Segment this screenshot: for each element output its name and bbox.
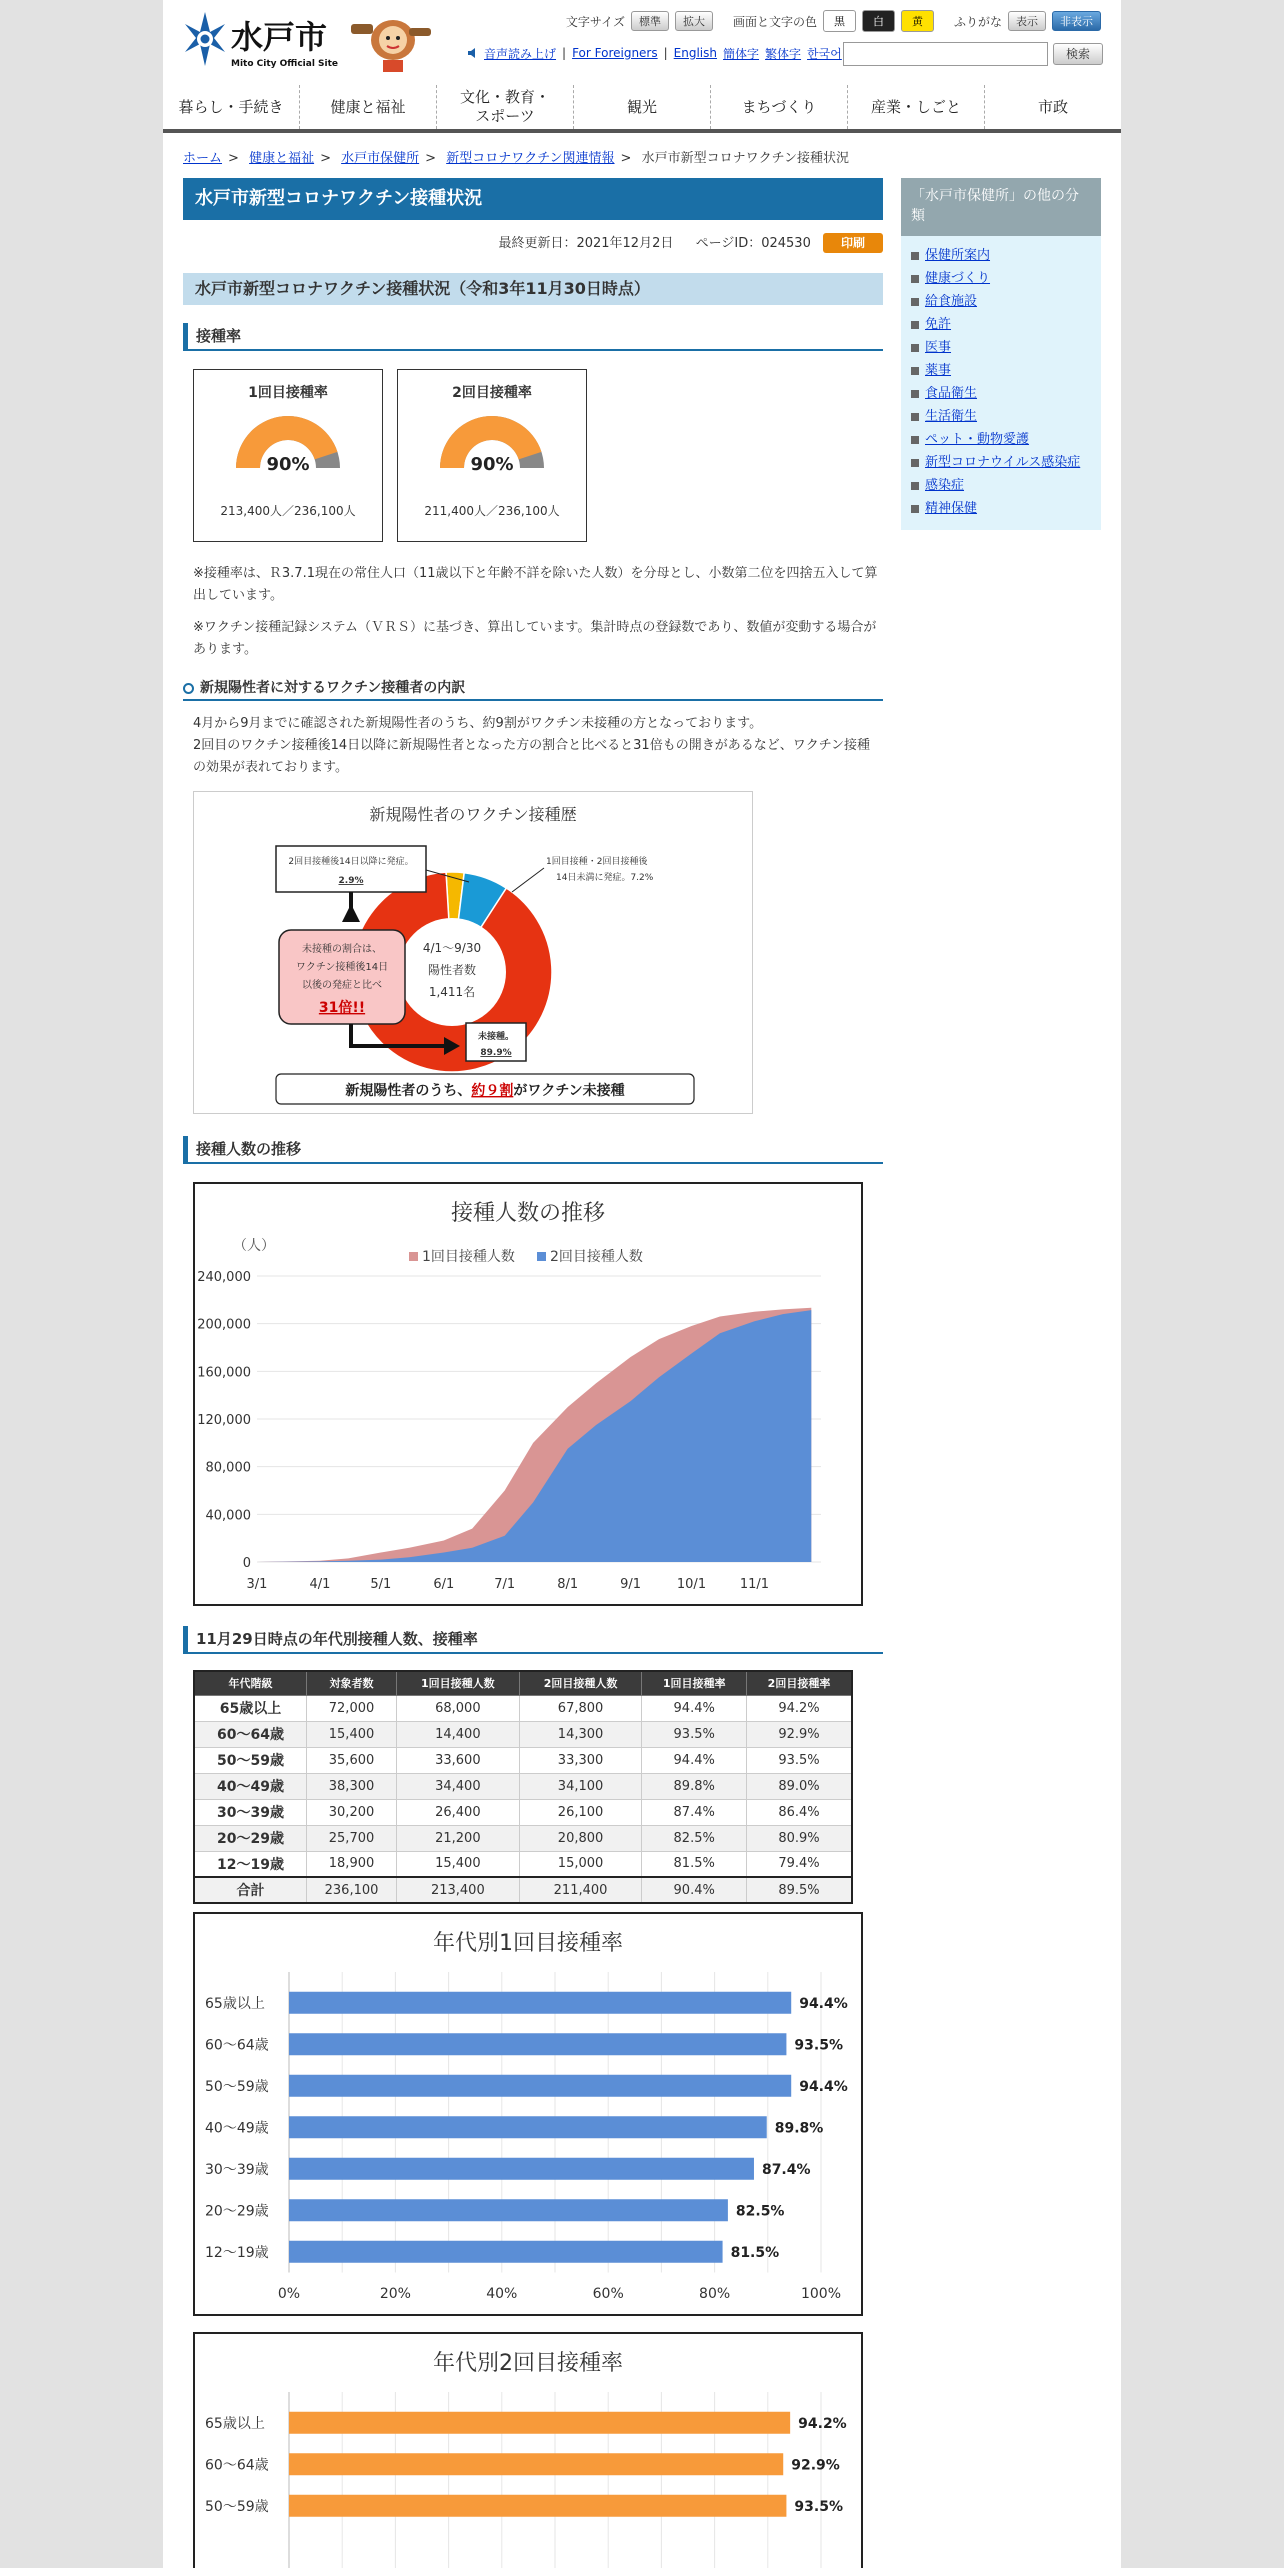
th-dose1: 1回目接種人数 <box>397 1671 520 1695</box>
gauge-1st-chart <box>228 408 348 478</box>
sidebar-item[interactable] <box>911 244 1091 267</box>
table-cell: 82.5% <box>642 1825 747 1851</box>
pink-box-3: 以後の発症と比べ <box>302 980 382 991</box>
bar-category-label: 60〜64歳 <box>205 2457 269 2474</box>
bar2-bars <box>205 2412 847 2517</box>
sidebar-item[interactable] <box>911 290 1091 313</box>
th-dose2: 2回目接種人数 <box>519 1671 642 1695</box>
bar <box>289 2495 786 2517</box>
nav-item-tourism[interactable]: 観光 <box>574 85 711 129</box>
bar-category-label: 50〜59歳 <box>205 2498 269 2515</box>
bar-chart-2-title: 年代別2回目接種率 <box>433 2351 623 2376</box>
square-bullet-icon <box>911 344 919 352</box>
color-yellow-button[interactable]: 黄 <box>901 10 934 32</box>
table-cell: 236,100 <box>307 1877 397 1903</box>
table-cell: 68,000 <box>397 1695 520 1721</box>
square-bullet-icon <box>911 298 919 306</box>
bar <box>289 2453 783 2475</box>
site-logo[interactable] <box>183 10 443 74</box>
pink-box-2: ワクチン接種後14日 <box>295 962 389 973</box>
table-cell: 72,000 <box>307 1695 397 1721</box>
table-cell-age: 12〜19歳 <box>194 1851 307 1877</box>
mascot-icon <box>351 20 431 72</box>
unvacc-label-1: 未接種。 <box>477 1032 515 1042</box>
bar <box>289 2116 767 2138</box>
bar-category-label: 60〜64歳 <box>205 2037 269 2054</box>
bar-category-label: 20〜29歳 <box>205 2203 269 2220</box>
table-cell: 89.8% <box>642 1773 747 1799</box>
bar-value-label: 93.5% <box>794 2498 843 2515</box>
ring-bullet-icon <box>183 683 194 694</box>
section-title: 水戸市新型コロナワクチン接種状況（令和3年11月30日時点） <box>183 273 883 305</box>
table-cell: 94.4% <box>642 1747 747 1773</box>
site-name: 水戸市 <box>231 18 328 56</box>
bar-category-label: 65歳以上 <box>205 1995 265 2012</box>
square-bullet-icon <box>911 252 919 260</box>
table-cell: 30,200 <box>307 1799 397 1825</box>
color-label: 画面と文字の色 <box>732 14 817 29</box>
print-button[interactable]: 印刷 <box>823 233 883 253</box>
trend-chart-ylabel: （人） <box>233 1238 275 1254</box>
sidebar-item-label[interactable]: 新型コロナウイルス感染症 <box>925 455 1081 470</box>
accessibility-tools <box>566 10 1101 32</box>
trend-chart <box>193 1182 863 1606</box>
breakdown-heading <box>183 677 883 701</box>
bar-value-label: 89.8% <box>774 2120 824 2137</box>
donut-center-2: 陽性者数 <box>427 963 477 977</box>
bar-category-label: 50〜59歳 <box>205 2078 269 2095</box>
th-rate1: 1回目接種率 <box>642 1671 747 1695</box>
bar-category-label: 65歳以上 <box>205 2415 265 2432</box>
donut-bottom-b: 約９割 <box>471 1083 514 1099</box>
last-updated: 最終更新日：2021年12月2日 <box>498 236 674 251</box>
donut-bottom-a: 新規陽性者のうち、 <box>345 1083 472 1099</box>
trend-series-2 <box>257 1310 811 1562</box>
gauge-1st-title: 1回目接種率 <box>248 385 328 401</box>
trend-y-tick: 240,000 <box>197 1270 251 1285</box>
bar-value-label: 93.5% <box>794 2037 843 2054</box>
bar <box>289 1992 791 2014</box>
table-cell: 26,100 <box>519 1799 642 1825</box>
page-title: 水戸市新型コロナワクチン接種状況 <box>183 178 883 220</box>
for-foreigners-link[interactable]: For Foreigners <box>572 46 658 60</box>
bar-chart-2 <box>193 2332 863 2568</box>
table-cell: 18,900 <box>307 1851 397 1877</box>
lang-korean-link[interactable]: 한국어 <box>807 46 842 61</box>
bar-chart-1-title: 年代別1回目接種率 <box>433 1931 623 1956</box>
breadcrumb: ホーム > 健康と福祉 > 水戸市保健所 > 新型コロナワクチン関連情報 > 水戸市新型コロナワクチン接種状況 <box>183 151 849 166</box>
table-cell: 15,400 <box>397 1851 520 1877</box>
font-standard-button[interactable]: 標準 <box>631 11 669 31</box>
table-cell: 14,400 <box>397 1721 520 1747</box>
table-header-row <box>194 1671 852 1695</box>
square-bullet-icon <box>911 505 919 513</box>
page-id: ページID：024530 <box>695 236 811 251</box>
voice-reading-link[interactable]: 音声読み上げ <box>484 46 557 61</box>
trend-x-tick: 8/1 <box>557 1577 579 1592</box>
bar-value-label: 82.5% <box>735 2203 785 2220</box>
table-row <box>194 1851 852 1877</box>
sidebar <box>901 178 1101 530</box>
sidebar-item[interactable] <box>911 359 1091 382</box>
bar-chart-1-svg <box>195 1914 861 2314</box>
table-cell: 93.5% <box>642 1721 747 1747</box>
table-cell: 80.9% <box>747 1825 853 1851</box>
nav-item-health[interactable]: 健康と福祉 <box>300 85 437 129</box>
search-input[interactable] <box>843 42 1048 66</box>
lang-english-link[interactable]: English <box>673 46 718 60</box>
table-cell: 93.5% <box>747 1747 853 1773</box>
age-table <box>193 1670 853 1904</box>
page <box>163 0 1121 2568</box>
breadcrumb-vaccine-info[interactable]: 新型コロナワクチン関連情報 <box>446 151 615 166</box>
square-bullet-icon <box>911 367 919 375</box>
trend-legend <box>409 1248 643 1265</box>
age-table-area <box>183 1654 883 1912</box>
sidebar-item-label[interactable]: 食品衛生 <box>925 386 978 401</box>
breadcrumb-health-center[interactable]: 水戸市保健所 <box>341 151 420 166</box>
table-row <box>194 1799 852 1825</box>
table-cell: 38,300 <box>307 1773 397 1799</box>
table-cell: 21,200 <box>397 1825 520 1851</box>
bar <box>289 2033 786 2055</box>
site-name-en: Mito City Official Site <box>231 59 339 69</box>
gauge-1st-value: 90% <box>266 454 310 475</box>
trend-legend-swatch <box>409 1252 418 1261</box>
table-cell: 87.4% <box>642 1799 747 1825</box>
table-cell: 89.5% <box>747 1877 853 1903</box>
table-cell-age: 合計 <box>194 1877 307 1903</box>
bar-chart-1 <box>193 1912 863 2316</box>
lang-zh-simplified-link[interactable]: 簡体字 <box>723 46 760 61</box>
donut-infographic <box>193 791 753 1114</box>
table-cell: 94.2% <box>747 1695 853 1721</box>
th-age: 年代階級 <box>194 1671 307 1695</box>
pink-box-1: 未接種の割合は、 <box>302 944 382 955</box>
donut-title: 新規陽性者のワクチン接種歴 <box>369 805 577 824</box>
sidebar-item[interactable] <box>911 382 1091 405</box>
trend-x-tick: 5/1 <box>370 1577 392 1592</box>
main-content <box>183 178 883 2532</box>
trend-y-tick: 160,000 <box>197 1365 251 1381</box>
table-cell: 20,800 <box>519 1825 642 1851</box>
breadcrumb-home[interactable]: ホーム <box>183 151 223 166</box>
table-cell-age: 30〜39歳 <box>194 1799 307 1825</box>
callout-2nd-2: 2.9% <box>338 876 364 886</box>
table-row <box>194 1877 852 1903</box>
color-white-button[interactable]: 黒 <box>823 10 856 32</box>
table-cell-age: 50〜59歳 <box>194 1747 307 1773</box>
trend-y-tick: 80,000 <box>205 1460 251 1476</box>
note-vrs: ※ワクチン接種記録システム（ＶＲＳ）に基づき、算出しています。集計時点の登録数であり、数値が変動する場合があります。 <box>193 620 877 657</box>
bar-x-tick: 60% <box>592 2286 624 2302</box>
note-rate: ※接種率は、Ｒ3.7.1現在の常住人口（11歳以下と年齢不詳を除いた人数）を分母とし、小数第二位を四捨五入して算出しています。 <box>193 566 878 603</box>
breakdown-heading-text: 新規陽性者に対するワクチン接種者の内訳 <box>200 680 466 696</box>
donut-area <box>183 791 883 1136</box>
donut-center-3: 1,411名 <box>428 985 476 999</box>
bar-x-tick: 40% <box>486 2286 518 2302</box>
table-cell: 67,800 <box>519 1695 642 1721</box>
donut-bottom-c: がワクチン未接種 <box>513 1083 625 1099</box>
table-cell: 25,700 <box>307 1825 397 1851</box>
gauge-1st-count: 213,400人／236,100人 <box>220 504 356 518</box>
sidebar-item[interactable] <box>911 267 1091 290</box>
nav-item-living[interactable]: 暮らし・手続き <box>163 85 300 129</box>
trend-x-tick: 6/1 <box>433 1577 455 1592</box>
bar-x-tick: 100% <box>800 2286 842 2302</box>
bar <box>289 2241 723 2263</box>
gauge-1st <box>193 369 383 542</box>
sidebar-item[interactable] <box>911 451 1091 474</box>
gauge-2nd-title: 2回目接種率 <box>452 385 532 401</box>
square-bullet-icon <box>911 390 919 398</box>
bar-value-label: 81.5% <box>730 2244 780 2261</box>
lang-zh-traditional-link[interactable]: 繁体字 <box>765 46 802 61</box>
bar-x-tick: 0% <box>277 2286 301 2302</box>
unvacc-label-2: 89.9% <box>480 1048 512 1058</box>
square-bullet-icon <box>911 413 919 421</box>
bar <box>289 2075 791 2097</box>
pink-box-4: 31倍!! <box>318 1000 366 1016</box>
callout-2nd-1: 2回目接種後14日以降に発症。 <box>288 857 414 867</box>
trend-y-tick: 0 <box>242 1556 251 1571</box>
table-row <box>194 1825 852 1851</box>
trend-heading: 接種人数の推移 <box>183 1136 883 1164</box>
trend-x-tick: 9/1 <box>620 1577 642 1592</box>
breadcrumb-health[interactable]: 健康と福祉 <box>249 151 315 166</box>
square-bullet-icon <box>911 436 919 444</box>
donut-bottom-message <box>345 1082 624 1099</box>
trend-legend-label: 1回目接種人数 <box>422 1249 515 1265</box>
bar <box>289 2199 728 2221</box>
breakdown-text-2: 2回目のワクチン接種後14日以降に新規陽性者となった方の割合と比べると31倍もの開きがあるなど、ワクチン接種の効果が表れております。 <box>193 738 871 775</box>
furigana-show-button[interactable]: 表示 <box>1008 11 1046 31</box>
site-header <box>163 0 1121 85</box>
trend-y-tick: 200,000 <box>197 1317 251 1333</box>
nav-item-industry[interactable]: 産業・しごと <box>848 85 985 129</box>
table-cell-age: 40〜49歳 <box>194 1773 307 1799</box>
square-bullet-icon <box>911 459 919 467</box>
font-large-button[interactable]: 拡大 <box>675 11 713 31</box>
table-cell: 81.5% <box>642 1851 747 1877</box>
rate-heading: 接種率 <box>183 323 883 351</box>
table-cell: 92.9% <box>747 1721 853 1747</box>
trend-x-ticks <box>247 1577 770 1592</box>
trend-chart-svg <box>195 1184 861 1604</box>
table-cell-age: 20〜29歳 <box>194 1825 307 1851</box>
bar-category-label: 40〜49歳 <box>205 2120 269 2137</box>
table-cell: 15,400 <box>307 1721 397 1747</box>
bar-value-label: 94.4% <box>799 2078 848 2095</box>
sidebar-item-label[interactable]: 給食施設 <box>925 294 978 309</box>
square-bullet-icon <box>911 482 919 490</box>
sidebar-item-label[interactable]: 精神保健 <box>925 501 978 516</box>
sidebar-item-label[interactable]: 生活衛生 <box>925 409 978 424</box>
color-black-button[interactable]: 白 <box>862 10 895 32</box>
donut-center-1: 4/1〜9/30 <box>422 941 482 955</box>
sidebar-item-label[interactable]: 感染症 <box>925 478 965 493</box>
bar1-x-ticks <box>278 2286 841 2302</box>
square-bullet-icon <box>911 275 919 283</box>
sidebar-item[interactable] <box>911 405 1091 428</box>
trend-y-tick: 120,000 <box>197 1413 251 1428</box>
furigana-label: ふりがな <box>953 14 1002 29</box>
gauge-2nd-chart <box>432 408 552 478</box>
breadcrumb-current: 水戸市新型コロナワクチン接種状況 <box>641 151 849 166</box>
trend-x-tick: 10/1 <box>676 1577 707 1592</box>
table-cell-age: 65歳以上 <box>194 1695 307 1721</box>
sidebar-list <box>901 236 1101 530</box>
table-cell: 26,400 <box>397 1799 520 1825</box>
trend-y-ticks <box>197 1270 251 1571</box>
furigana-hide-button[interactable]: 非表示 <box>1052 11 1101 31</box>
donut-svg <box>194 792 752 1113</box>
gauge-2nd-value: 90% <box>470 454 514 475</box>
sidebar-item[interactable] <box>911 474 1091 497</box>
trend-y-tick: 40,000 <box>205 1508 251 1524</box>
table-cell: 86.4% <box>747 1799 853 1825</box>
square-bullet-icon <box>911 321 919 329</box>
table-row <box>194 1695 852 1721</box>
sidebar-item-label[interactable]: 医事 <box>925 340 952 355</box>
bar-value-label: 87.4% <box>761 2161 811 2178</box>
gauge-2nd <box>397 369 587 542</box>
callout-1st-2: 14日未満に発症。7.2% <box>556 873 654 883</box>
table-row <box>194 1747 852 1773</box>
sidebar-item-label[interactable]: ペット・動物愛護 <box>925 432 1030 447</box>
table-cell: 15,000 <box>519 1851 642 1877</box>
bar-chart-2-svg <box>195 2334 861 2568</box>
gauge-area <box>183 351 883 551</box>
table-cell: 89.0% <box>747 1773 853 1799</box>
table-cell: 211,400 <box>519 1877 642 1903</box>
search-button[interactable]: 検索 <box>1053 43 1103 65</box>
bar-category-label: 30〜39歳 <box>205 2161 269 2178</box>
table-cell: 213,400 <box>397 1877 520 1903</box>
sidebar-item[interactable] <box>911 313 1091 336</box>
table-cell: 79.4% <box>747 1851 853 1877</box>
table-cell: 14,300 <box>519 1721 642 1747</box>
bar <box>289 2412 790 2434</box>
bar-chart-2-area <box>183 2332 883 2532</box>
bar1-bars <box>205 1992 848 2263</box>
th-rate2: 2回目接種率 <box>747 1671 853 1695</box>
table-row <box>194 1773 852 1799</box>
sidebar-item-label[interactable]: 薬事 <box>925 363 952 378</box>
bar-x-tick: 80% <box>699 2286 731 2302</box>
th-target: 対象者数 <box>307 1671 397 1695</box>
table-row <box>194 1721 852 1747</box>
table-cell: 34,100 <box>519 1773 642 1799</box>
callout-1st-1: 1回目接種・2回目接種後 <box>546 857 648 867</box>
table-cell: 35,600 <box>307 1747 397 1773</box>
breakdown-text-1: 4月から9月までに確認された新規陽性者のうち、約9割がワクチン未接種の方となっております。 <box>193 716 763 731</box>
nav-item-culture-label: 文化・教育・スポーツ <box>460 88 551 125</box>
bar <box>289 2158 754 2180</box>
sidebar-item-label[interactable]: 免許 <box>925 317 952 332</box>
trend-legend-swatch <box>537 1252 546 1261</box>
age-heading: 11月29日時点の年代別接種人数、接種率 <box>183 1626 883 1654</box>
trend-x-tick: 4/1 <box>309 1577 331 1592</box>
gauge-2nd-count: 211,400人／236,100人 <box>424 504 560 518</box>
nav-item-culture[interactable] <box>437 85 574 129</box>
table-cell: 94.4% <box>642 1695 747 1721</box>
table-cell: 33,600 <box>397 1747 520 1773</box>
sidebar-item[interactable] <box>911 428 1091 451</box>
table-cell-age: 60〜64歳 <box>194 1721 307 1747</box>
update-info <box>183 233 883 255</box>
table-cell: 33,300 <box>519 1747 642 1773</box>
sidebar-item[interactable] <box>911 336 1091 359</box>
bar-category-label: 12〜19歳 <box>205 2244 269 2261</box>
city-emblem-icon <box>185 12 225 66</box>
global-nav <box>163 85 1121 133</box>
bar-value-label: 92.9% <box>791 2457 840 2474</box>
language-links: 音声読み上げ | For Foreigners | English 簡体字 繁体字 한국어 <box>468 44 842 62</box>
trend-series <box>257 1308 811 1562</box>
font-size-label: 文字サイズ <box>565 14 625 29</box>
trend-x-tick: 7/1 <box>494 1577 516 1592</box>
trend-chart-title: 接種人数の推移 <box>450 1201 606 1226</box>
sidebar-item-label[interactable]: 健康づくり <box>925 271 991 286</box>
trend-legend-label: 2回目接種人数 <box>550 1249 643 1265</box>
trend-chart-area <box>183 1164 883 1644</box>
nav-item-city-admin[interactable]: 市政 <box>1037 97 1068 116</box>
table-cell: 34,400 <box>397 1773 520 1799</box>
table-cell: 90.4% <box>642 1877 747 1903</box>
sidebar-item-label[interactable]: 保健所案内 <box>925 248 991 263</box>
sidebar-title: 「水戸市保健所」の他の分類 <box>901 178 1101 236</box>
sidebar-item[interactable] <box>911 497 1091 520</box>
nav-item-town[interactable]: まちづくり <box>711 85 848 129</box>
bar-x-tick: 20% <box>379 2286 411 2302</box>
bar-value-label: 94.4% <box>799 1995 848 2012</box>
bar-value-label: 94.2% <box>798 2415 847 2432</box>
trend-x-tick: 11/1 <box>739 1577 770 1592</box>
speaker-icon <box>468 48 478 58</box>
bar-chart-1-area <box>183 1912 883 2332</box>
trend-x-tick: 3/1 <box>246 1577 268 1592</box>
